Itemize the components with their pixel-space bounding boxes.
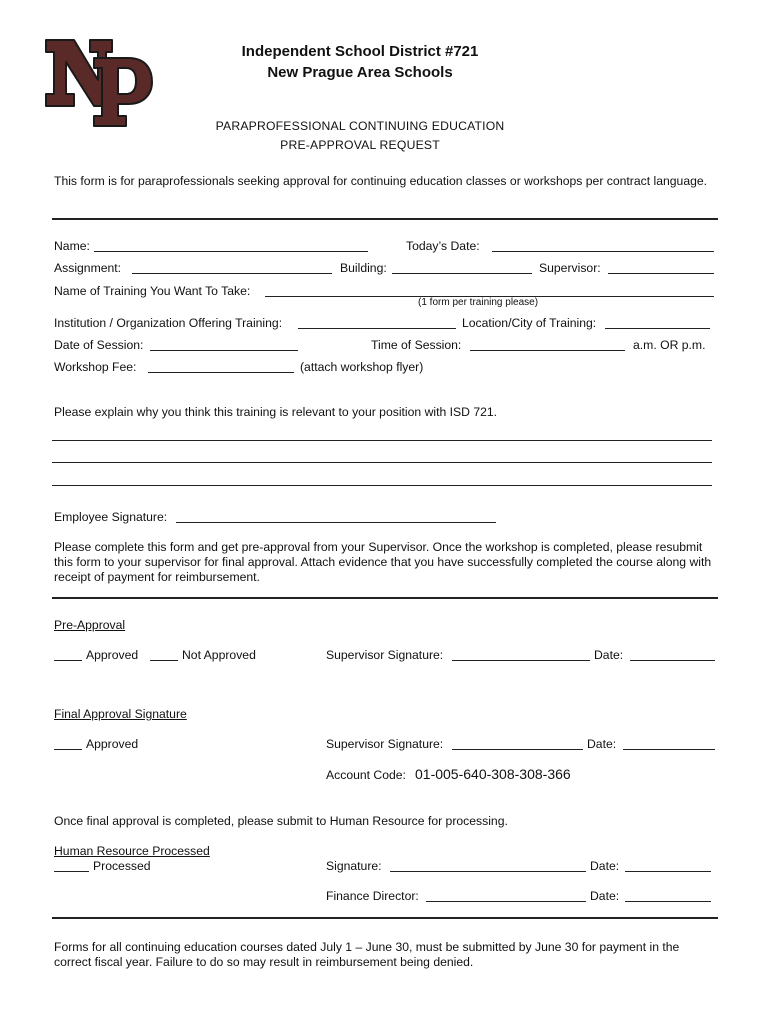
hr-processed-blank[interactable] [54,871,89,872]
district-title: Independent School District #721 [241,43,479,60]
finance-director-field[interactable] [426,901,586,902]
pre-not-approved-label: Not Approved [182,648,256,662]
account-code-label: Account Code: [326,768,406,782]
location-field[interactable] [605,328,710,329]
supervisor-field[interactable] [608,273,714,274]
pre-not-approved-blank[interactable] [150,660,178,661]
final-supervisor-signature-field[interactable] [452,749,583,750]
pre-approval-heading: Pre-Approval [54,618,126,632]
hr-signature-field[interactable] [390,871,586,872]
account-code-value: 01-005-640-308-308-366 [415,766,571,782]
final-approved-blank[interactable] [54,749,82,750]
hr-date-field[interactable] [625,871,711,872]
todays-date-label: Today’s Date: [406,239,480,253]
training-note: (1 form per training please) [418,297,539,308]
instructions-text: Please complete this form and get pre-approval from your Supervisor. Once the workshop is completed, please resubmit this form to your supervisor for final approval. Attach evidence that you have successfully completed the course along with receipt of payment for reimbursement. [54,540,712,584]
workshop-fee-label: Workshop Fee: [54,360,137,374]
intro-text: This form is for paraprofessionals seeking approval for continuing education classes or workshops per contract language. [54,174,708,188]
workshop-fee-field[interactable] [148,372,294,373]
attach-flyer-note: (attach workshop flyer) [300,360,424,374]
location-label: Location/City of Training: [462,316,597,330]
explain-prompt: Please explain why you think this training is relevant to your position with ISD 721. [54,405,498,419]
building-field[interactable] [392,273,532,274]
institution-field[interactable] [298,328,456,329]
pre-supervisor-signature-label: Supervisor Signature: [326,648,444,662]
employee-signature-field[interactable] [176,522,496,523]
divider [52,917,718,919]
institution-label: Institution / Organization Offering Training: [54,316,283,330]
form-title: PARAPROFESSIONAL CONTINUING EDUCATION [215,119,505,133]
explain-line[interactable] [52,485,712,486]
hr-processed-label: Processed [93,859,151,873]
final-date-label: Date: [587,737,617,751]
employee-signature-label: Employee Signature: [54,510,168,524]
np-logo [44,36,156,128]
pre-approved-blank[interactable] [54,660,82,661]
final-approval-heading: Final Approval Signature [54,707,187,721]
hr-heading: Human Resource Processed [54,844,210,858]
schools-title: New Prague Area Schools [267,64,453,81]
time-of-session-label: Time of Session: [371,338,462,352]
pre-approved-label: Approved [86,648,139,662]
todays-date-field[interactable] [492,251,714,252]
time-of-session-field[interactable] [470,350,625,351]
divider [52,218,718,220]
training-name-label: Name of Training You Want To Take: [54,284,251,298]
footer-text: Forms for all continuing education courses dated July 1 – June 30, must be submitted by June 30 for payment in the correct fiscal year. Failure to do so may result in reimbursement being denied. [54,940,680,969]
name-field[interactable] [94,251,368,252]
final-supervisor-signature-label: Supervisor Signature: [326,737,444,751]
am-pm-label: a.m. OR p.m. [633,338,706,352]
explain-line[interactable] [52,440,712,441]
supervisor-label: Supervisor: [539,261,601,275]
final-date-field[interactable] [623,749,715,750]
final-approved-label: Approved [86,737,139,751]
assignment-field[interactable] [132,273,332,274]
hr-date-label: Date: [590,859,620,873]
explain-line[interactable] [52,462,712,463]
final-note: Once final approval is completed, please submit to Human Resource for processing. [54,814,508,828]
divider [52,597,718,599]
form-subtitle: PRE-APPROVAL REQUEST [280,138,440,152]
hr-signature-label: Signature: [326,859,382,873]
pre-date-label: Date: [594,648,624,662]
building-label: Building: [340,261,387,275]
date-of-session-field[interactable] [150,350,298,351]
pre-date-field[interactable] [630,660,715,661]
date-of-session-label: Date of Session: [54,338,144,352]
name-label: Name: [54,239,90,253]
pre-supervisor-signature-field[interactable] [452,660,590,661]
finance-date-label: Date: [590,889,620,903]
assignment-label: Assignment: [54,261,122,275]
finance-date-field[interactable] [625,901,711,902]
finance-director-label: Finance Director: [326,889,419,903]
